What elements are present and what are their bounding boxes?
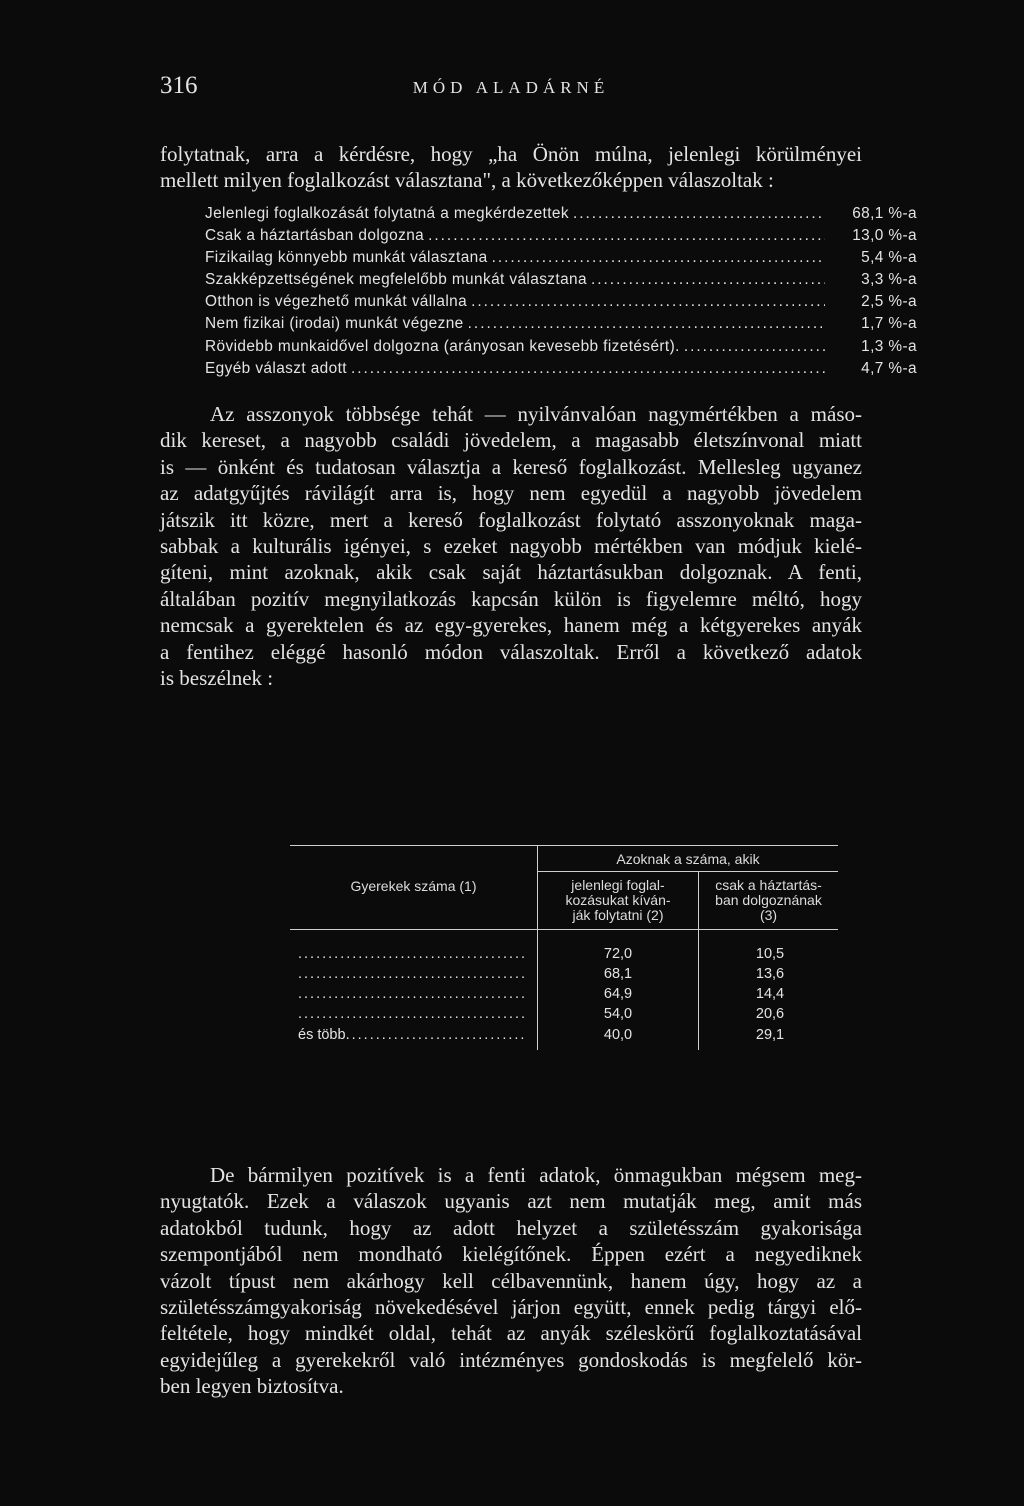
intro-paragraph [160,141,862,194]
leader-dots [591,271,825,289]
table-top-rule [290,845,838,846]
table-cell: 13,6 [755,966,785,982]
response-value: 4,7 %-a [861,359,917,377]
page-number: 316 [160,72,198,99]
text-line: gíteni, mint azoknak, akik csak saját háztartásukban dolgoznak. A fenti, [160,560,862,585]
text-line: folytatnak, arra a kérdésre, hogy „ha Önön múlna, jelenlegi körülményei [160,142,862,166]
response-label: Csak a háztartásban dolgozna [205,227,425,245]
header-line: jelenlegi foglal- [571,877,665,893]
response-label: Otthon is végezhető munkát vállalna [205,293,468,311]
table-cell: 20,6 [755,1006,785,1022]
text-line: De bármilyen pozitívek is a fenti adatok, önmagukban mégsem meg- [210,1163,862,1187]
text-line: sabbak a kulturális igényei, s ezeket nagyobb mértékben van módjuk kielé- [160,534,862,559]
text-line: dik kereset, a nagyobb családi jövedelem, a magasabb életszínvonal miatt [160,428,862,453]
text-line: Az asszonyok többsége tehát — nyilvánvalóan nagymértékben a máso- [210,402,862,426]
header-line: ban dolgoznának [715,892,822,908]
text-line: nemcsak a gyerektelen és az egy-gyerekes, hanem még a kétgyerekes anyák [160,613,862,638]
header-line: kozásukat kíván- [565,892,671,908]
table-cell: 64,9 [603,986,633,1002]
text-line: szempontjából nem mondható kielégítőnek. Éppen ezért a negyediknek [160,1242,862,1267]
leader-dots [298,946,524,962]
response-row [205,360,917,382]
response-value: 3,3 %-a [861,271,917,289]
response-row [205,293,917,315]
table-cell: 72,0 [603,946,633,962]
text-line: vázolt típust nem akárhogy kell célbavennünk, hanem úgy, hogy az a [160,1268,862,1293]
response-value: 13,0 %-a [852,227,917,245]
table-row-label [298,986,524,1002]
response-row [205,227,917,249]
response-label: Szakképzettségének megfelelőbb munkát választana [205,271,587,289]
table-row-label [298,966,524,982]
response-label: Rövidebb munkaidővel dolgozna (arányosan kevesebb fizetésért). [205,337,680,355]
response-label: Egyéb választ adott [205,359,347,377]
leader-dots [298,1006,524,1022]
response-value: 2,5 %-a [861,293,917,311]
table-cell: 68,1 [603,966,633,982]
response-row [205,205,917,227]
row-label: és több [298,1027,346,1043]
response-list [205,205,917,382]
final-paragraph [160,1162,862,1400]
spanner-rule [538,871,838,872]
table-cell: 14,4 [755,986,785,1002]
header-line: csak a háztartás- [715,877,822,893]
leader-dots [573,205,825,223]
text-line: adatokból tudunk, hogy az adott helyzet a születésszám gyakorisága [160,1215,862,1240]
column-header-2 [538,878,698,923]
column-header-3 [699,878,838,923]
table-row-label [298,1027,524,1043]
header-line: ják folytatni (2) [572,907,664,923]
leader-dots [298,966,524,982]
leader-dots [298,986,524,1002]
leader-dots [492,249,825,267]
text-line: az adatgyűjtés rávilágít arra is, hogy nem egyedül a nagyobb jövedelem [160,481,862,506]
text-line: egyidejűleg a gyerekekről való intézményes gondoskodás is megfelelő kör- [160,1347,862,1372]
response-value: 68,1 %-a [852,205,917,222]
response-label: Jelenlegi foglalkozását folytatná a megkérdezettek [205,205,569,222]
table-row-label [298,946,524,962]
leader-dots [428,227,825,245]
text-line: is — önként és tudatosan választja a kereső foglalkozást. Mellesleg ugyanez [160,454,862,479]
leader-dots [351,360,825,378]
response-row [205,315,917,337]
response-label: Fizikailag könnyebb munkát választana [205,249,488,267]
leader-dots [471,293,825,311]
leader-dots [346,1027,524,1043]
text-line: születésszámgyakoriság növekedésével járjon együtt, ennek pedig tárgyi elő- [160,1295,862,1320]
response-row [205,271,917,293]
stub-header: Gyerekek száma (1) [350,878,477,894]
spanner-header: Azoknak a száma, akik [616,851,760,867]
running-head: MÓD ALADÁRNÉ [412,78,610,97]
header-line: (3) [759,907,778,923]
response-row [205,249,917,271]
text-line: általában pozitív megnyilatkozás kapcsán külön is figyelemre méltó, hogy [160,586,862,611]
text-line: is beszélnek : [160,666,274,691]
text-line: mellett milyen foglalkozást választana", a következőképpen válaszoltak : [160,168,774,193]
text-line: játszik itt közre, mert a kereső foglalkozást folytató asszonyoknak maga- [160,507,862,532]
response-value: 1,3 %-a [861,337,917,355]
page-header [160,72,862,106]
text-line: feltétele, hogy mindkét oldal, tehát az anyák széleskörű foglalkoztatásával [160,1321,862,1346]
children-table [290,844,838,1059]
table-row-label [298,1006,524,1022]
response-row [205,338,917,360]
leader-dots [468,315,825,333]
text-line: ben legyen biztosítva. [160,1374,344,1399]
main-paragraph [160,401,862,691]
table-cell: 29,1 [755,1027,785,1043]
column-rule [537,845,538,1050]
header-rule [290,929,838,930]
response-value: 5,4 %-a [861,249,917,267]
table-cell: 10,5 [755,946,785,962]
text-line: nyugtatók. Ezek a válaszok ugyanis azt nem mutatják meg, amit más [160,1189,862,1214]
table-cell: 54,0 [603,1006,633,1022]
leader-dots [684,338,825,356]
response-label: Nem fizikai (irodai) munkát végezne [205,315,464,333]
table-cell: 40,0 [603,1027,633,1043]
text-line: a fentihez eléggé hasonló módon válaszoltak. Erről a következő adatok [160,639,862,664]
response-value: 1,7 %-a [861,315,917,333]
